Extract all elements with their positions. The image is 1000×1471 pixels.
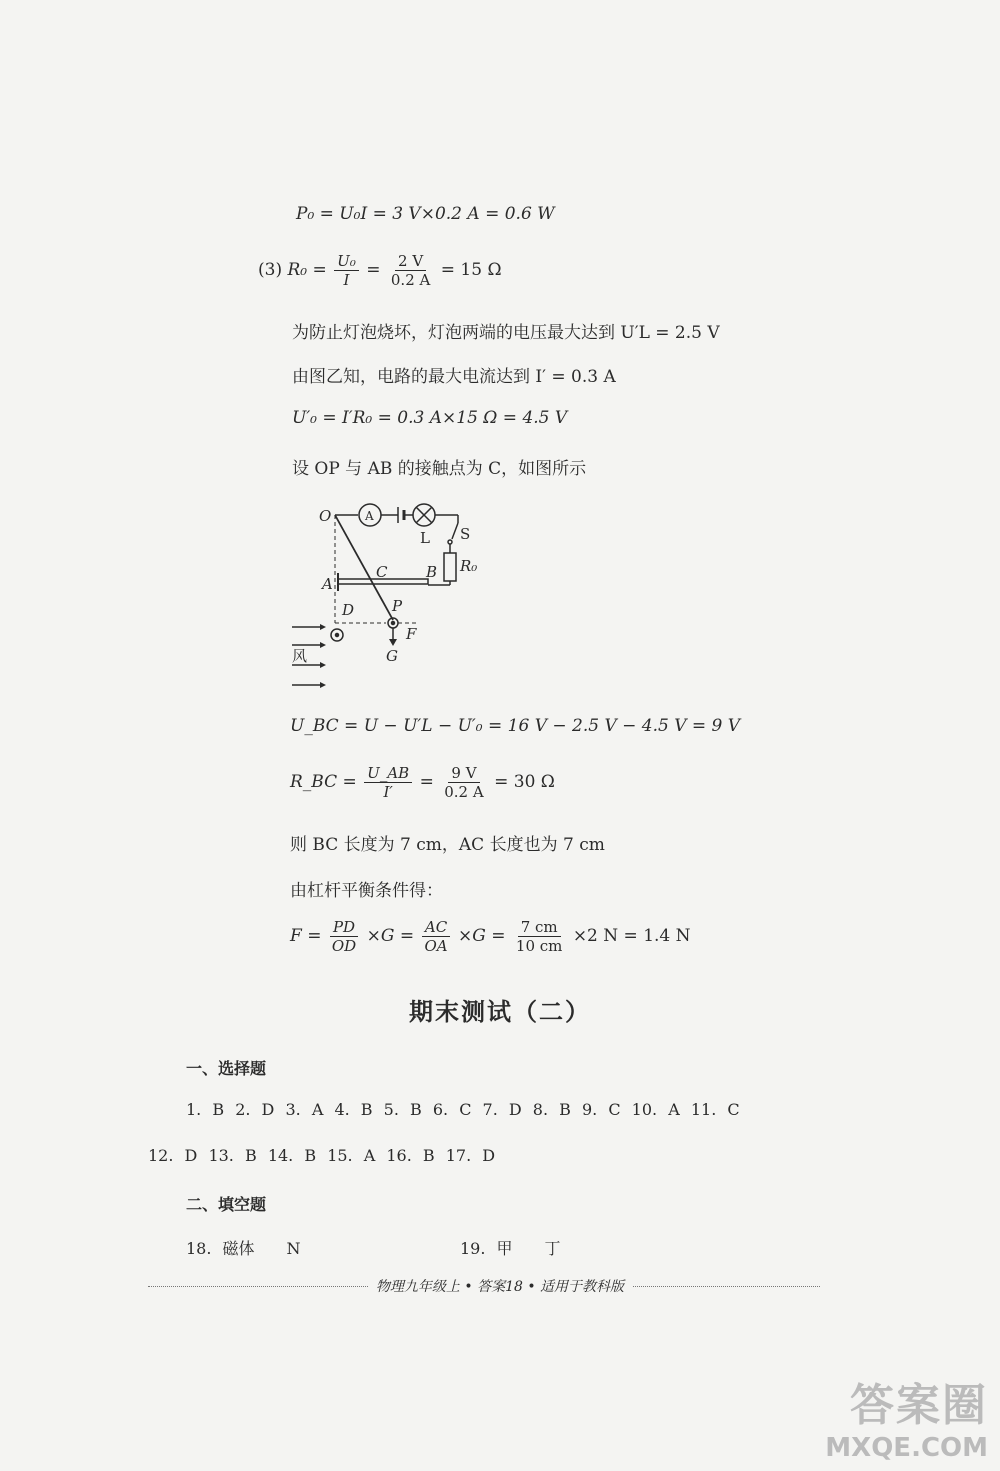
f-mid-2: ×G = <box>458 926 506 946</box>
switch-contact <box>448 540 452 544</box>
label-s: S <box>460 525 471 543</box>
label-o: O <box>319 507 332 525</box>
watermark-sub: MXQE.COM <box>825 1433 988 1463</box>
fraction-denominator: 10 cm <box>515 937 563 955</box>
footer-text: 物理九年级上 • 答案18 • 适用于教科版 <box>368 1279 632 1295</box>
label-g: G <box>386 647 398 665</box>
label-ammeter: A <box>365 509 374 523</box>
part-label: (3) <box>258 260 283 280</box>
lever-line: 由杠杆平衡条件得： <box>290 881 443 901</box>
page-footer <box>0 1276 1000 1296</box>
fill-answer-19: 19. 甲 丁 <box>460 1239 561 1258</box>
p0-equation: P₀ = U₀I = 3 V×0.2 A = 0.6 W <box>296 204 555 224</box>
contact-point-line: 设 OP 与 AB 的接触点为 C，如图所示 <box>292 459 587 479</box>
force-equation <box>290 918 691 955</box>
label-d: D <box>342 601 355 619</box>
label-f: F <box>406 625 417 643</box>
f-fraction-2 <box>421 918 450 955</box>
section-heading-fill: 二、填空题 <box>186 1195 267 1214</box>
answers-row-2: 12. D 13. B 14. B 15. A 16. B 17. D <box>148 1146 496 1165</box>
u0-line: U′₀ = I′R₀ = 0.3 A×15 Ω = 4.5 V <box>292 408 568 428</box>
fill-answer-18: 18. 磁体 N <box>186 1239 301 1258</box>
fraction-numerator: AC <box>422 918 450 937</box>
watermark-main: 答案圈 <box>850 1380 988 1431</box>
fraction-numerator: U_AB <box>364 764 412 783</box>
r0-lhs: R₀ = <box>287 260 327 280</box>
label-p: P <box>392 597 403 615</box>
rbc-equation: R_BC = $\frac{U\_AB}{I'}$ = $\frac{9 V}{0.2 A}$ = 30 Ω <box>290 764 555 801</box>
fraction-numerator: U₀ <box>334 252 359 271</box>
f-fraction-1 <box>329 918 359 955</box>
label-a: A <box>322 575 333 593</box>
fraction-numerator: 2 V <box>395 252 426 271</box>
bulb-voltage-line: 为防止灯泡烧坏，灯泡两端的电压最大达到 U′L = 2.5 V <box>292 323 720 343</box>
f-fraction-3 <box>513 918 565 955</box>
circuit-diagram <box>280 495 500 695</box>
fraction-denominator: I <box>343 271 350 289</box>
answers-row-1: 1. B 2. D 3. A 4. B 5. B 6. C 7. D 8. B 9. C 10. A 11. C <box>186 1100 740 1119</box>
length-line: 则 BC 长度为 7 cm，AC 长度也为 7 cm <box>290 835 605 855</box>
r0-fraction-2 <box>388 252 433 289</box>
ubc-line: U_BC = U − U′L − U′₀ = 16 V − 2.5 V − 4.5 V = 9 V <box>290 716 741 736</box>
fraction-numerator: 9 V <box>448 764 479 783</box>
r0-rhs: = 15 Ω <box>440 260 502 280</box>
label-r0: R₀ <box>460 557 478 575</box>
resistor-r0 <box>444 553 456 581</box>
ball-center <box>392 622 395 625</box>
fraction-denominator: OD <box>331 937 357 955</box>
f-lhs: F = <box>290 926 322 946</box>
rbc-fraction-2 <box>441 764 486 801</box>
section-heading-choice: 一、选择题 <box>186 1059 267 1078</box>
switch-blade <box>452 523 458 539</box>
fraction-numerator: 7 cm <box>518 918 561 937</box>
wind-arrow-head-4 <box>320 682 326 688</box>
label-c: C <box>376 563 388 581</box>
fraction-numerator: PD <box>330 918 358 937</box>
watermark-logo <box>825 1369 988 1463</box>
wind-arrow-head-1 <box>320 624 326 630</box>
rbc-fraction-1 <box>364 764 412 801</box>
label-wind: 风 <box>292 647 308 665</box>
fraction-denominator: 0.2 A <box>444 783 484 801</box>
page-title: 期末测试（二） <box>409 997 591 1026</box>
r0-fraction-1 <box>334 252 359 289</box>
f-mid-1: ×G = <box>366 926 415 946</box>
rbc-lhs: R_BC = <box>290 772 357 792</box>
wind-arrow-head-3 <box>320 662 326 668</box>
r0-equation: (3) R₀ = $\frac{\text{U₀}}{I}$ = $\frac{2 V}{0.2 A}$ = 15 Ω <box>258 252 502 289</box>
f-rhs: ×2 N = 1.4 N <box>572 926 691 946</box>
max-current-line: 由图乙知，电路的最大电流达到 I′ = 0.3 A <box>292 367 616 387</box>
fraction-denominator: 0.2 A <box>390 271 431 289</box>
rbc-rhs: = 30 Ω <box>494 772 555 792</box>
fraction-denominator: OA <box>424 937 448 955</box>
fraction-denominator: I′ <box>383 783 393 801</box>
label-l: L <box>420 529 430 547</box>
label-b: B <box>426 563 438 581</box>
wind-arrow-head-2 <box>320 642 326 648</box>
force-arrow-head <box>389 639 397 646</box>
pivot-dot <box>336 634 339 637</box>
